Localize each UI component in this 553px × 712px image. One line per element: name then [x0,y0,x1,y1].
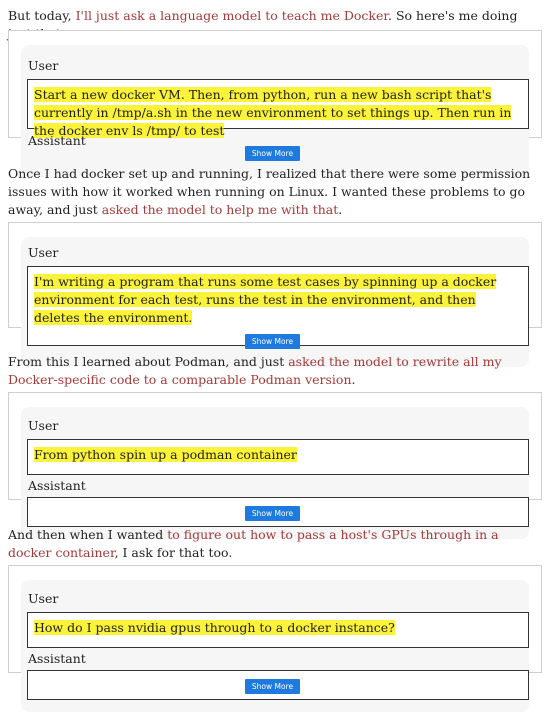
intro-text: From this I learned about Podman, and just [8,354,289,369]
assistant-role-label: Assistant [28,133,86,148]
intro-text: , I ask for that too. [114,545,233,560]
chat-transcript-1 [8,30,542,148]
chat-transcript-2 [8,222,542,328]
intro-link-permissions[interactable]: asked the model to help me with that [101,202,339,217]
show-more-button[interactable]: Show More [245,679,300,694]
intro-text: . [351,372,356,387]
user-message [27,612,529,648]
show-more-button[interactable]: Show More [245,334,300,349]
intro-text: And then when I wanted [8,527,168,542]
user-role-label: User [28,591,59,606]
user-message-text: How do I pass nvidia gpus through to a docker instance? [34,620,395,635]
user-message-text: Start a new docker VM. Then, from python, run a new bash script that's currently in /tmp/a.sh in the new environment to set things up. Then run in the docker env ls /tmp/ to test [34,87,512,138]
intro-link-gpus[interactable]: to figure out how to pass a host's GPUs through in a docker container [8,527,499,560]
intro-link-teach-docker[interactable]: I'll just ask a language model to teach me Docker [75,8,389,23]
user-role-label: User [28,58,59,73]
show-more-button[interactable]: Show More [245,146,300,161]
intro-paragraph-2 [8,165,540,219]
intro-paragraph-3 [8,353,540,389]
user-role-label: User [28,418,59,433]
assistant-role-label: Assistant [28,651,86,666]
intro-text: . [338,202,343,217]
user-message [27,79,529,138]
intro-text: Once I had docker set up and running, I realized that there were some permission issues with how it worked when running on Linux. I wanted these problems to go away, and just [8,166,531,217]
intro-paragraph-4 [8,526,540,562]
chat-transcript-4 [8,565,542,673]
user-message [27,439,529,475]
intro-text: But today, [8,8,76,23]
chat-transcript-3 [8,392,542,500]
user-message-text: I'm writing a program that runs some test cases by spinning up a docker environment for each test, runs the test in the environment, and then deletes the environment. [34,274,497,325]
intro-link-podman[interactable]: asked the model to rewrite all my Docker-specific code to a comparable Podman version [8,354,502,387]
show-more-button[interactable]: Show More [245,506,300,521]
user-role-label: User [28,245,59,260]
assistant-role-label: Assistant [28,478,86,493]
intro-text: . So here's me doing [388,8,518,23]
user-message-text: From python spin up a podman container [34,447,297,462]
